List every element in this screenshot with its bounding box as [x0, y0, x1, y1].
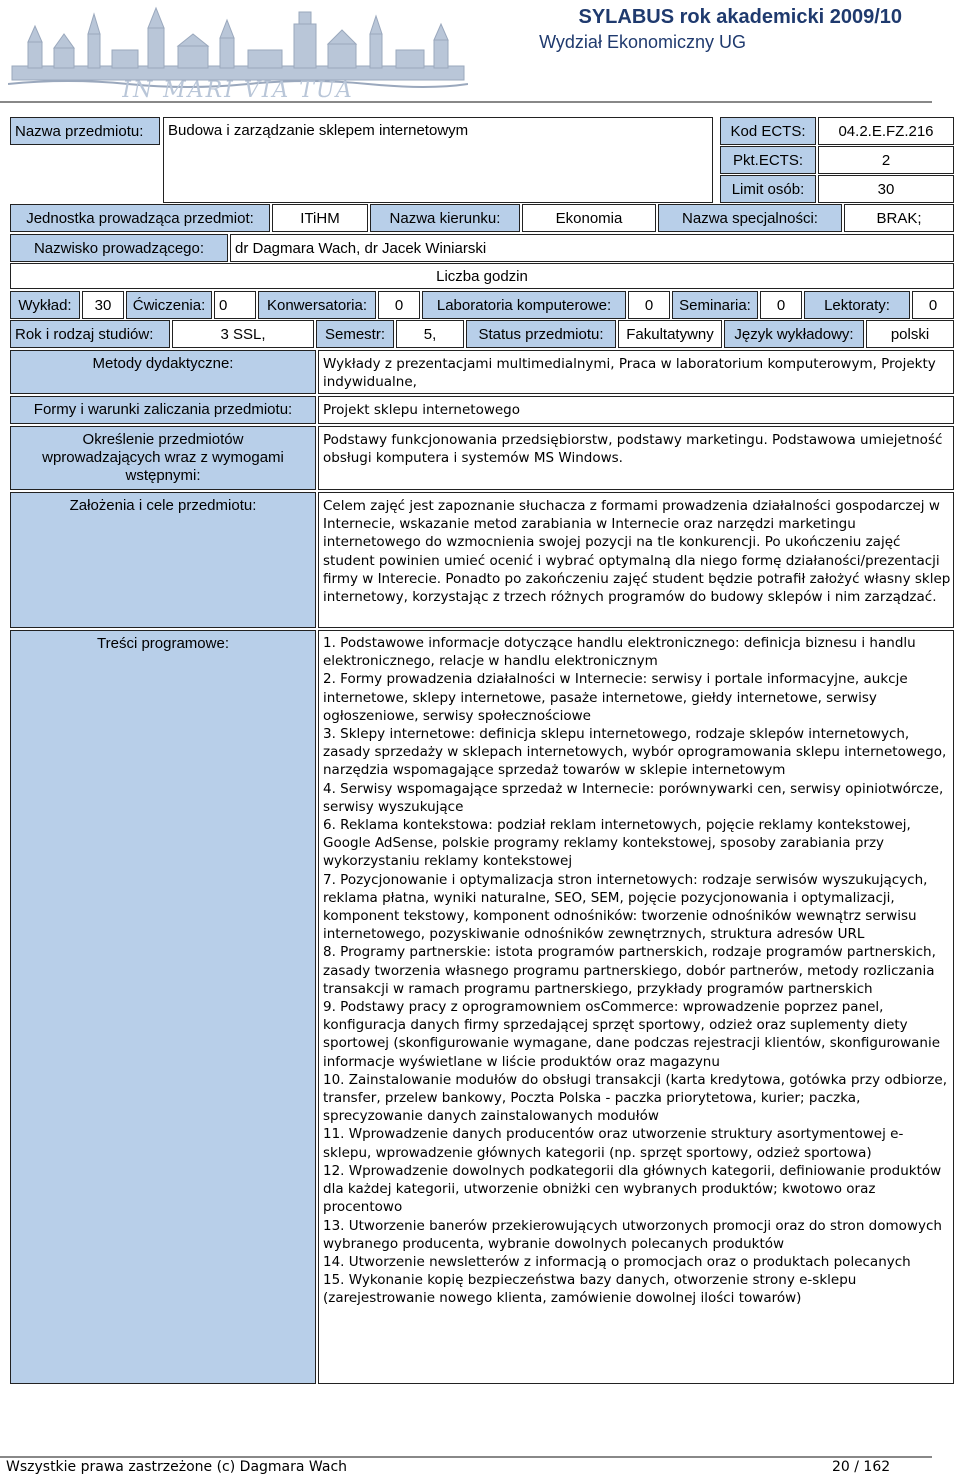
prereq-text: Podstawy funkcjonowania przedsiębiorstw, podstawy marketingu. Podstawowa umiejetność obsługi komputera i systemów MS Windows.: [323, 432, 943, 467]
content-item-15: 15. Wykonanie kopię bezpieczeństwa bazy danych, otworzenie strony e-sklepu (zarejestrowanie nowego klienta, zamówienie dowolnej ilości towarów): [323, 1272, 857, 1307]
content-item-9: 9. Podstawy pracy z oprogramowniem osCommerce: wprowadzenie poprzez panel, konfiguracja danych firmy sprzedającej sprzęt sportowy, odzież oraz suplementy diety sportowej (skonfigurowanie wymagane, dane podczas rejestracji klientów, skonfigurowanie informacje wyświetlane w liście produktów oraz magazynu: [323, 999, 940, 1070]
semester-label: Semestr:: [316, 320, 394, 348]
ects-code-label: Kod ECTS:: [720, 117, 816, 145]
field-label: Nazwa kierunku:: [370, 204, 520, 232]
course-name: Budowa i zarządzanie sklepem internetowym: [168, 122, 469, 139]
course-name-label: Nazwa przedmiotu:: [10, 117, 160, 145]
page-title: SYLABUS rok akademicki 2009/10: [578, 6, 902, 28]
footer-page-number: 20 / 162: [832, 1459, 891, 1475]
footer-divider: [0, 1456, 932, 1458]
status-value: Fakultatywny: [618, 320, 722, 348]
hours-conversatory-value: 0: [378, 291, 420, 319]
lecturer-value: dr Dagmara Wach, dr Jacek Winiarski: [230, 234, 954, 262]
hours-exercises-value: 0: [214, 291, 256, 319]
unit-label: Jednostka prowadząca przedmiot:: [10, 204, 270, 232]
content-item-13: 13. Utworzenie banerów przekierowujących utworzonych promocji oraz do stron domowych wybranego producenta, wybranie dowolnych polecanych produktów: [323, 1217, 942, 1252]
ects-code: 04.2.E.FZ.216: [818, 117, 954, 145]
content-item-6: 6. Reklama kontekstowa: podział reklam internetowych, pojęcie reklamy kontekstowej, Google AdSense, polskie programy reklamy kontekstowej, sposoby zarabiania przy wykorzystaniu reklamy kontekstowej: [323, 817, 911, 870]
lecturer-label: Nazwisko prowadzącego:: [10, 234, 228, 262]
goals-label: Założenia i cele przedmiotu:: [69, 497, 257, 514]
content-item-1: 1. Podstawowe informacje dotyczące handlu elektronicznego: definicja biznesu i handlu elektronicznego, relacje w handlu elektronicznym: [323, 635, 916, 670]
specialization-value: BRAK;: [844, 204, 954, 232]
study-type-value: 3 SSL,: [172, 320, 314, 348]
language-label: Język wykładowy:: [724, 320, 864, 348]
language-value: polski: [866, 320, 954, 348]
content-item-2: 2. Formy prowadzenia działalności w Internecie: serwisy i portale informacyjne, aukcje internetowe, sklepy internetowe, pasaże internetowe, giełdy internetowe, serwisy ogłoszeniowe, serwisy społecznościowe: [323, 671, 908, 724]
content-item-11: 11. Wprowadzenie danych producentów oraz utworzenie struktury asortymentowej e-sklepu, wprowadzenie głównych kategorii (np. sprzęt sportowy, odzież sportowa): [323, 1126, 904, 1161]
field-value: Ekonomia: [522, 204, 656, 232]
methods-text: Wykłady z prezentacjami multimedialnymi, Praca w laboratorium komputerowym, Projekty indywidualne,: [323, 356, 936, 391]
footer-copyright: Wszystkie prawa zastrzeżone (c) Dagmara Wach: [6, 1459, 348, 1475]
content-label: Treści programowe:: [97, 635, 229, 652]
status-label: Status przedmiotu:: [466, 320, 616, 348]
prereq-label: Określenie przedmiotów wprowadzających wraz z wymogami wstępnymi:: [42, 431, 284, 484]
content-item-8: 8. Programy partnerskie: istota programów partnerskich, rodzaje programów partnerskich, zasady tworzenia własnego programu partnerskiego, dobór partnerów, metody rozliczania transakcji w ramach programu partnerskiego, przykłady programów partnerskich: [323, 944, 936, 997]
hours-seminar-label: Seminaria:: [672, 291, 758, 319]
specialization-label: Nazwa specjalności:: [658, 204, 842, 232]
goals-text: Celem zajęć jest zapoznanie słuchacza z formami prowadzenia działalności gospodarczej w Internecie, wskazanie metod zarabiania w Internecie oraz narzędzi marketingu internetowego do wzmocnienia swojej pozycji na tle konkurencji. Po ukończeniu zajęć student powinien umieć ocenić i wybrać optymalną dla niego formę działaności/prezentacji firmy w Interecie. Ponadto po zakończeniu zajęć student będzie potrafił założyć własny sklep internetowy, korzystając z trzech różnych programów do budowy sklepów i nim zarządzać.: [323, 498, 951, 606]
hours-lab-value: 0: [628, 291, 670, 319]
semester-value: 5,: [396, 320, 464, 348]
content-list: [323, 634, 951, 1308]
methods-label: Metody dydaktyczne:: [92, 355, 234, 372]
ects-points-label: Pkt.ECTS:: [720, 146, 816, 174]
ects-points: 2: [818, 146, 954, 174]
hours-seminar-value: 0: [760, 291, 802, 319]
page-subtitle: Wydział Ekonomiczny UG: [539, 32, 746, 52]
header-divider: [0, 101, 932, 103]
gdansk-skyline-icon: [8, 4, 468, 100]
study-type-label: Rok i rodzaj studiów:: [10, 320, 170, 348]
limit-label: Limit osób:: [720, 175, 816, 203]
hours-language-courses-value: 0: [912, 291, 954, 319]
hours-title: Liczba godzin: [10, 263, 954, 289]
hours-exercises-label: Ćwiczenia:: [126, 291, 212, 319]
hours-lecture-value: 30: [82, 291, 124, 319]
unit-value: ITiHM: [272, 204, 368, 232]
hours-conversatory-label: Konwersatoria:: [258, 291, 376, 319]
content-label-box: [10, 630, 316, 1384]
hours-lab-label: Laboratoria komputerowe:: [422, 291, 626, 319]
university-logo: [8, 4, 468, 100]
content-item-12: 12. Wprowadzenie dowolnych podkategorii dla głównych kategorii, definiowanie produktów dla każdej kategorii, utworzenie obniżki cen wybranych produktów; kwotowo oraz procentowo: [323, 1162, 942, 1216]
limit-value: 30: [818, 175, 954, 203]
hours-lecture-label: Wykład:: [10, 291, 80, 319]
content-item-7: 7. Pozycjonowanie i optymalizacja stron internetowych: rodzaje serwisów wyszukujących, reklama płatna, wyniki naturalne, SEO, SEM, pojęcie pozycjonowania i optymalizacji, komponent tekstowy, komponent odnośników: tworzenie odnośników wewnątrz serwisu internetowego, pozyskiwanie odnośników zewnętrznych, struktura adresów URL: [323, 871, 928, 943]
content-item-10: 10. Zainstalowanie modułów do obsługi transakcji (karta kredytowa, gotówka przy odbiorze, transfer, przelew bankowy, Poczta Polska - paczka priorytetowa, kurier; paczka, sprecyzowanie danych zainstalowanych modułów: [323, 1071, 947, 1125]
forms-label: Formy i warunki zaliczania przedmiotu:: [33, 401, 293, 418]
hours-language-courses-label: Lektoraty:: [804, 291, 910, 319]
content-item-14: 14. Utworzenie newsletterów z informacją o promocjach oraz o produktach polecanych: [323, 1253, 911, 1270]
content-item-4: 4. Serwisy wspomagające sprzedaż w Internecie: porównywarki cen, serwisy opiniotwórcze, serwisy wyszukujące: [323, 780, 944, 815]
content-item-3: 3. Sklepy internetowe: definicja sklepu internetowego, rodzaje sklepów internetowych, zasady sprzedaży w sklepach internetowych, wybór oprogramowania sklepu internetowego, narzędzia wspomagające sprzedaż towarów w sklepie internetowym: [323, 726, 947, 779]
logo-motto: IN MARI VIA TUA: [122, 78, 354, 100]
forms-text: Projekt sklepu internetowego: [323, 402, 521, 418]
